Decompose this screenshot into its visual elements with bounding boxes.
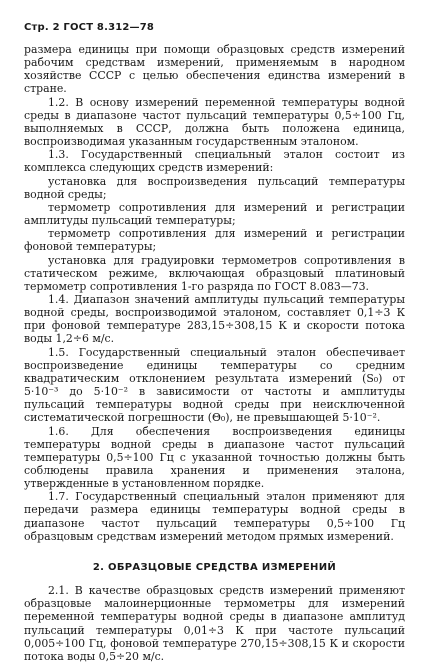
section-spacer [24,543,405,561]
page-header: Стр. 2 ГОСТ 8.312—78 [24,22,155,33]
paragraph: 1.5. Государственный специальный эталон обеспечивает воспроизведение единицы температуры со средним квадратическим отклонением результата измерений (S₀) от 5·10⁻³ до 5·10⁻² в зависимости от частоты и амплитуды пульсаций температуры водной среды при неисключенной систематической погрешности (Θ₀), не превышающей 5·10⁻². [24,345,405,425]
paragraph: термометр сопротивления для измерений и регистрации амплитуды пульсаций температуры; [24,200,405,228]
paragraph: термометр сопротивления для измерений и регистрации фоновой температуры; [24,227,405,254]
paragraph: 1.6. Для обеспечения воспроизведения единицы температуры водной среды в диапазоне частот пульсаций температуры 0,5÷100 Гц с указанной точностью должны быть соблюдены правила хранения и применения эталона, утвержденные в установленном порядке. [24,424,405,491]
paragraph: установка для воспроизведения пульсаций температуры водной среды; [24,174,405,201]
paragraph: 1.7. Государственный специальный эталон применяют для передачи размера единицы температуры водной среды в диапазоне частот пульсаций температуры 0,5÷100 Гц образцовым средствам измерений методом прямых измерений. [24,490,405,543]
paragraph: установка для градуировки термометров сопротивления в статическом режиме, включающая образцовый платиновый термометр сопротивления 1-го разряда по ГОСТ 8.083—73. [24,253,405,293]
paragraph: 2.1. В качестве образцовых средств измерений применяют образцовые малоинерционные термометры для измерений переменной температуры водной среды в диапазоне амплитуд пульсаций температуры 0,01÷3 К при частоте пульсаций 0,005÷100 Гц, фоновой температуре 270,15÷308,15 К и скорости потока воды 0,5÷20 м/с. [24,584,405,663]
paragraph: 1.3. Государственный специальный эталон состоит из комплекса следующих средств измерений: [24,148,405,175]
paragraph: 1.2. В основу измерений переменной температуры водной среды в диапазоне частот пульсаций температуры 0,5÷100 Гц, выполняемых в СССР, должна быть положена единица, воспроизводимая указанным государственным эталоном. [24,95,405,149]
paragraph: размера единицы при помощи образцовых средств измерений рабочим средствам измерений, применяемым в народном хозяйстве СССР с целью обеспечения единства измерений в стране. [24,43,405,96]
section-title: 2. ОБРАЗЦОВЫЕ СРЕДСТВА ИЗМЕРЕНИЙ [92,561,337,573]
body-text [24,43,405,663]
paragraph: 1.4. Диапазон значений амплитуды пульсаций температуры водной среды, воспроизводимой эталоном, составляет 0,1÷3 К при фоновой температуре 283,15÷308,15 К и скорости потока воды 1,2÷6 м/с. [24,292,405,346]
